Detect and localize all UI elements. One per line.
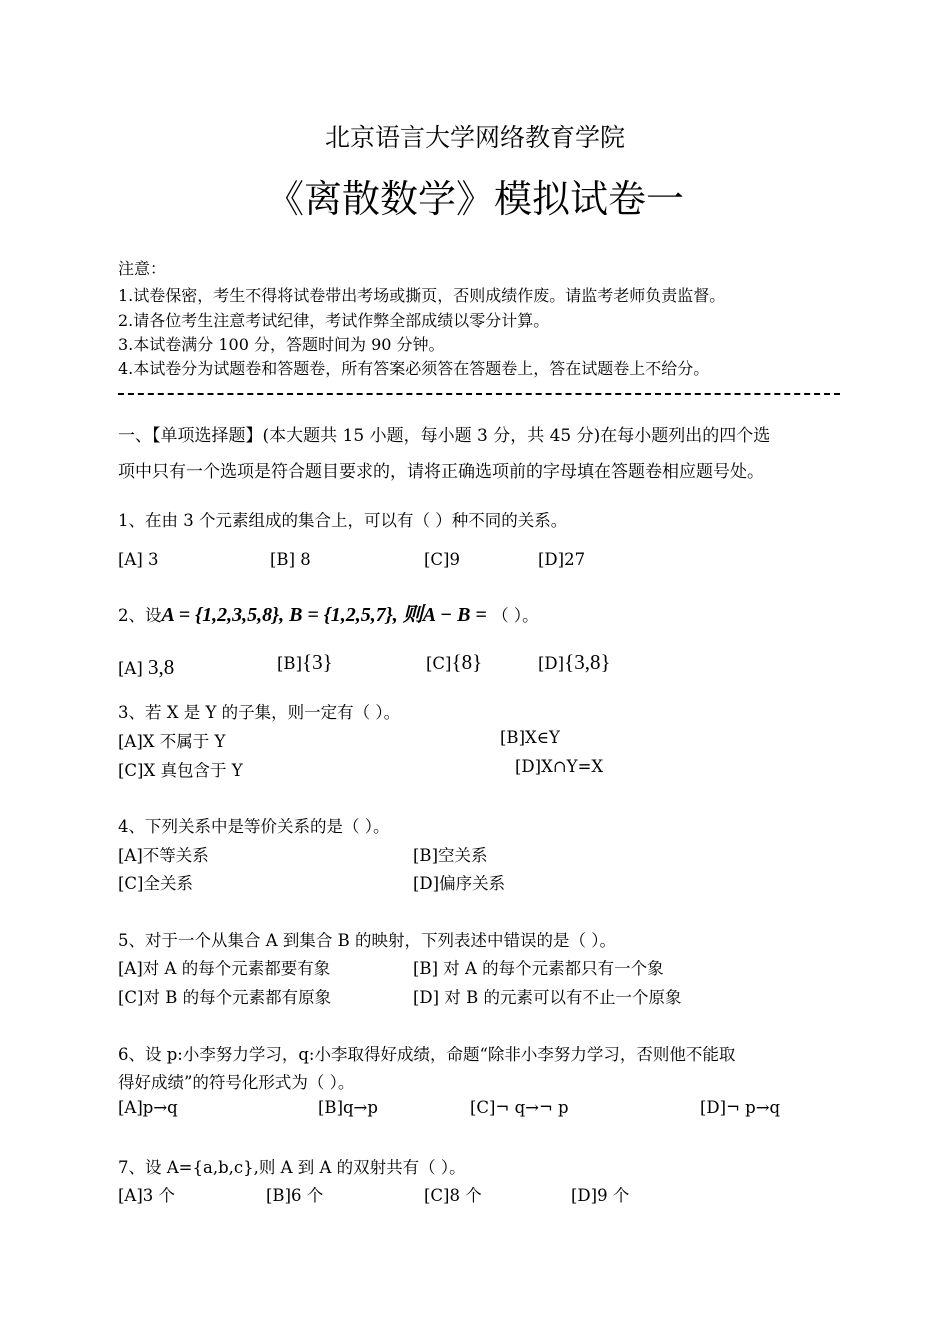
question-2-option-b-value: {3} [302, 650, 333, 674]
question-2-option-a-value: 3,8 [148, 655, 175, 679]
question-4-option-a: [A]不等关系 [118, 846, 209, 865]
question-5-option-a: [A]对 A 的每个元素都要有象 [118, 959, 331, 978]
question-2-option-d-value: {3,8} [564, 650, 611, 674]
question-7-option-a: [A]3 个 [118, 1186, 176, 1205]
question-3-stem: 3、若 X 是 Y 的子集，则一定有（ ）。 [118, 703, 401, 722]
section-heading-line1: 一、【单项选择题】(本大题共 15 小题，每小题 3 分，共 45 分)在每小题列出的四个选 [118, 426, 771, 446]
question-7-option-c: [C]8 个 [424, 1186, 482, 1205]
section-heading-line2: 项中只有一个选项是符合题目要求的，请将正确选项前的字母填在答题卷相应题号处。 [118, 462, 764, 482]
notice-item-1: 1.试卷保密，考生不得将试卷带出考场或撕页，否则成绩作废。请监考老师负责监督。 [118, 286, 726, 305]
question-2-suffix: （ ）。 [492, 606, 539, 625]
question-4-option-d: [D]偏序关系 [413, 874, 506, 893]
question-1-stem: 1、在由 3 个元素组成的集合上，可以有（ ）种不同的关系。 [118, 511, 568, 530]
question-3-option-b: [B]X∈Y [500, 728, 560, 747]
question-6-option-a: [A]p→q [118, 1098, 178, 1117]
question-1-option-d: [D]27 [538, 550, 586, 569]
question-4-stem: 4、下列关系中是等价关系的是（ ）。 [118, 817, 390, 836]
question-2-option-c [426, 650, 482, 675]
question-2-option-c-value: {8} [451, 650, 483, 674]
question-7-stem: 7、设 A={a,b,c},则 A 到 A 的双射共有（ ）。 [118, 1158, 466, 1177]
question-5-option-d: [D] 对 B 的元素可以有不止一个原象 [413, 988, 682, 1007]
question-2-stem [118, 598, 539, 627]
question-2-option-b [277, 650, 333, 675]
question-3-option-d: [D]X∩Y=X [515, 757, 604, 776]
dashed-divider [118, 393, 840, 395]
question-3-option-a: [A]X 不属于 Y [118, 732, 226, 751]
question-5-option-b: [B] 对 A 的每个元素都只有一个象 [413, 959, 664, 978]
question-7-option-d: [D]9 个 [571, 1186, 630, 1205]
question-5-stem: 5、对于一个从集合 A 到集合 B 的映射，下列表述中错误的是（ ）。 [118, 931, 617, 950]
notice-item-3: 3.本试卷满分 100 分，答题时间为 90 分钟。 [118, 335, 445, 354]
question-6-stem-line1: 6、设 p:小李努力学习，q:小李取得好成绩，命题“除非小李努力学习，否则他不能取 [118, 1045, 736, 1064]
question-5-option-c: [C]对 B 的每个元素都有原象 [118, 988, 332, 1007]
question-2-set-b: , B = {1,2,5,7} [279, 604, 393, 626]
question-6-stem-line2: 得好成绩”的符号化形式为（ ）。 [118, 1073, 355, 1092]
question-1-option-a: [A] 3 [118, 550, 159, 569]
question-6-option-d: [D]¬ p→q [700, 1098, 781, 1117]
notice-item-2: 2.请各位考生注意考试纪律，考试作弊全部成绩以零分计算。 [118, 311, 550, 330]
school-name: 北京语言大学网络教育学院 [324, 123, 625, 152]
question-4-option-c: [C]全关系 [118, 874, 193, 893]
question-2-option-a-label: [A] [118, 659, 143, 678]
question-2-option-b-label: [B] [277, 654, 302, 673]
question-6-option-c: [C]¬ q→¬ p [470, 1098, 569, 1117]
question-4-option-b: [B]空关系 [413, 846, 488, 865]
question-7-option-b: [B]6 个 [266, 1186, 324, 1205]
question-2-option-d-label: [D] [538, 654, 565, 673]
question-2-set-a: A = {1,2,3,5,8} [161, 604, 280, 626]
question-2-option-d [538, 650, 611, 675]
exam-title: 《离散数学》模拟试卷一 [265, 177, 684, 221]
question-2-difference: , 则A − B = [392, 604, 487, 626]
question-2-option-c-label: [C] [426, 654, 452, 673]
question-1-option-b: [B] 8 [270, 550, 311, 569]
question-1-option-c: [C]9 [424, 550, 460, 569]
question-2-prefix: 2、设 [118, 606, 162, 625]
question-2-option-a [118, 655, 174, 680]
notice-heading: 注意： [118, 259, 167, 278]
question-6-option-b: [B]q→p [318, 1098, 378, 1117]
notice-item-4: 4.本试卷分为试题卷和答题卷，所有答案必须答在答题卷上，答在试题卷上不给分。 [118, 359, 710, 378]
question-3-option-c: [C]X 真包含于 Y [118, 761, 243, 780]
